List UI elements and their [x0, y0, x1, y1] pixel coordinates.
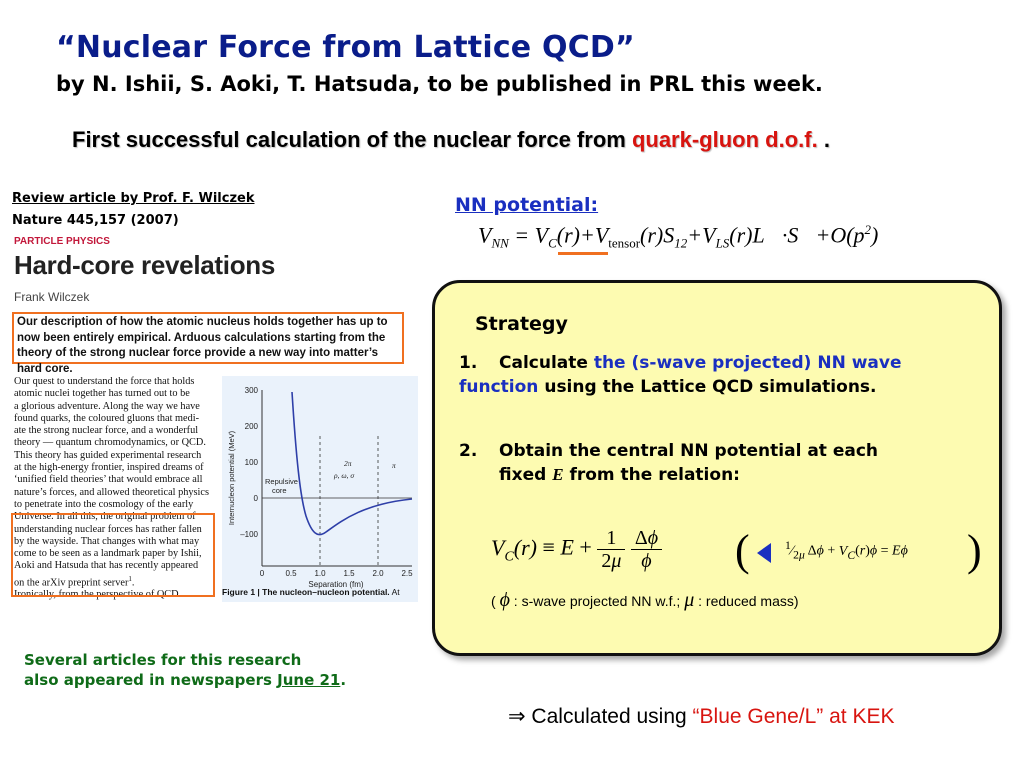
- slide-byline: by N. Ishii, S. Aoki, T. Hatsuda, to be published in PRL this week.: [56, 72, 823, 96]
- x-axis-label: Separation (fm): [308, 580, 364, 589]
- mid-label-2: ρ, ω, σ: [334, 471, 355, 480]
- close-bracket: ): [967, 526, 982, 575]
- news-line-2: [24, 670, 346, 690]
- body-line: Our quest to understand the force that holds: [14, 376, 195, 387]
- calculation-note: [508, 704, 894, 729]
- note-phi: : s-wave projected NN w.f.;: [509, 593, 685, 609]
- body-line: Ironically, from the perspective of QCD: [14, 589, 179, 601]
- body-line: understanding nuclear forces has rather fallen: [14, 523, 202, 535]
- item2-line1: Obtain the central NN potential at each: [499, 441, 879, 461]
- item-number: 1.: [459, 353, 478, 373]
- article-lead: Our description of how the atomic nucleus holds together has up to now been entirely empirical. Arduous calculations starting from the theory of the strong nuclear force provide a new way into matter’s hard core.: [12, 312, 404, 364]
- core-label: Repulsive: [265, 477, 298, 486]
- body-line: This theory has guided experimental research: [14, 449, 202, 461]
- xtick: 0: [259, 569, 265, 578]
- news-line-1: Several articles for this research: [24, 651, 302, 669]
- strategy-item-2: [459, 439, 979, 487]
- review-reference: [12, 188, 254, 232]
- body-line: to penetrate into the cosmology of the early: [14, 498, 194, 510]
- subtitle-highlight: quark-gluon d.o.f.: [631, 127, 818, 152]
- xtick: 0.5: [285, 569, 297, 578]
- figure-caption: [222, 587, 400, 597]
- subtitle-prefix: First successful calculation of the nuclear force from: [72, 127, 632, 152]
- xtick: 1.0: [314, 569, 326, 578]
- note-open: (: [491, 593, 500, 609]
- item-number: 2.: [459, 441, 478, 461]
- schrodinger-equation: [735, 525, 983, 577]
- news-line-2-post: .: [340, 671, 347, 689]
- figure-caption-bold: Figure 1 | The nucleon–nucleon potential.: [222, 587, 390, 597]
- body-line: Aoki and Hatsuda that has recently appeared: [14, 560, 199, 572]
- strategy-box: [432, 280, 1002, 656]
- arrow-left-icon: [757, 543, 771, 563]
- body-line: a glorious adventure. Along the way we have: [14, 400, 200, 412]
- slide-subtitle: [72, 127, 830, 153]
- xtick: 1.5: [343, 569, 355, 578]
- item2-E: E: [552, 465, 564, 484]
- article-section: PARTICLE PHYSICS: [14, 236, 110, 247]
- calc-prefix: ⇒ Calculated using: [508, 705, 693, 728]
- news-line-2-pre: also appeared in newspapers: [24, 671, 278, 689]
- vc-underline: [558, 252, 608, 255]
- body-line: atomic nuclei together has turned out to be: [14, 388, 190, 400]
- pi-label: π: [392, 461, 396, 470]
- body-line: on the arXiv preprint server$^1$.: [14, 574, 135, 589]
- body-line-text: on the arXiv preprint server: [14, 577, 129, 589]
- nn-potential-equation: $V_{NN}$ = $V_C(r)+V_{tensor}(r)S_{12}+V_{LS}(r)L⃗\cdot S⃗+O(p^2)$: [478, 222, 878, 252]
- slide-title: “Nuclear Force from Lattice QCD”: [56, 30, 635, 65]
- y-axis-label: Internucleon potential (MeV): [227, 430, 236, 526]
- core-label-2: core: [272, 486, 287, 495]
- newspaper-note: [24, 650, 346, 690]
- news-date: June 21: [277, 671, 341, 689]
- potential-formula: $V_C(r) \equiv E$ + $\frac{1}{2\mu}$ $\frac{\Delta\phi}{\phi}$: [491, 527, 662, 572]
- ytick: 0: [253, 494, 258, 503]
- body-line: by the wayside. That changes with what may: [14, 535, 200, 547]
- body-line: found quarks, the coloured gluons that medi-: [14, 412, 200, 424]
- mid-label: 2π: [344, 459, 352, 468]
- review-line-journal: Nature 445,157 (2007): [12, 213, 179, 228]
- figure-caption-rest: At: [389, 587, 400, 597]
- item2-l2b: from the relation:: [563, 465, 740, 485]
- ytick: 100: [244, 458, 258, 467]
- article-clipping: [10, 232, 422, 630]
- ytick: 200: [244, 422, 258, 431]
- xtick: 2.5: [401, 569, 413, 578]
- item2-line2: [459, 463, 979, 487]
- review-line-author: Review article by Prof. F. Wilczek: [12, 191, 255, 206]
- strategy-title: Strategy: [475, 313, 568, 335]
- potential-figure: [222, 376, 418, 602]
- symbol-notes: ( ϕ : s-wave projected NN w.f.; μ : reduced mass): [491, 589, 799, 611]
- item1-pre: Calculate: [499, 353, 594, 373]
- item1-highlight: the (s-wave projected) NN wave function: [459, 353, 902, 397]
- article-author: Frank Wilczek: [14, 290, 90, 304]
- xtick: 2.0: [372, 569, 384, 578]
- body-line: come to be seen as a landmark paper by Ishii,: [14, 548, 202, 560]
- article-headline: Hard-core revelations: [14, 250, 276, 280]
- body-line: Universe. In all this, the original problem of: [14, 511, 196, 523]
- subtitle-suffix: .: [817, 127, 830, 152]
- ytick: 300: [244, 386, 258, 395]
- body-highlight-box: [11, 513, 215, 597]
- note-mu: : reduced mass): [694, 593, 799, 609]
- body-line: ate the strong nuclear force, and a wonderful: [14, 425, 199, 437]
- body-line: nature’s forces, and allowed theoretical physics: [14, 486, 209, 498]
- strategy-item-1: [459, 351, 979, 399]
- item1-post: using the Lattice QCD simulations.: [538, 377, 877, 397]
- body-line: at the high-energy frontier, inspired dreams of: [14, 462, 204, 474]
- ytick: –100: [240, 530, 258, 539]
- calc-highlight: “Blue Gene/L” at KEK: [692, 705, 895, 728]
- body-line: ‘unified field theories’ that would embrace all: [14, 474, 203, 486]
- schrodinger-formula: $^1⁄_{2\mu}$ $\Delta\phi + V_C(r)\phi = E\phi$: [785, 539, 908, 562]
- nn-potential-label: NN potential:: [455, 194, 599, 216]
- item2-l2a: fixed: [499, 465, 553, 485]
- body-line: theory — quantum chromodynamics, or QCD.: [14, 437, 206, 449]
- open-bracket: (: [735, 526, 750, 575]
